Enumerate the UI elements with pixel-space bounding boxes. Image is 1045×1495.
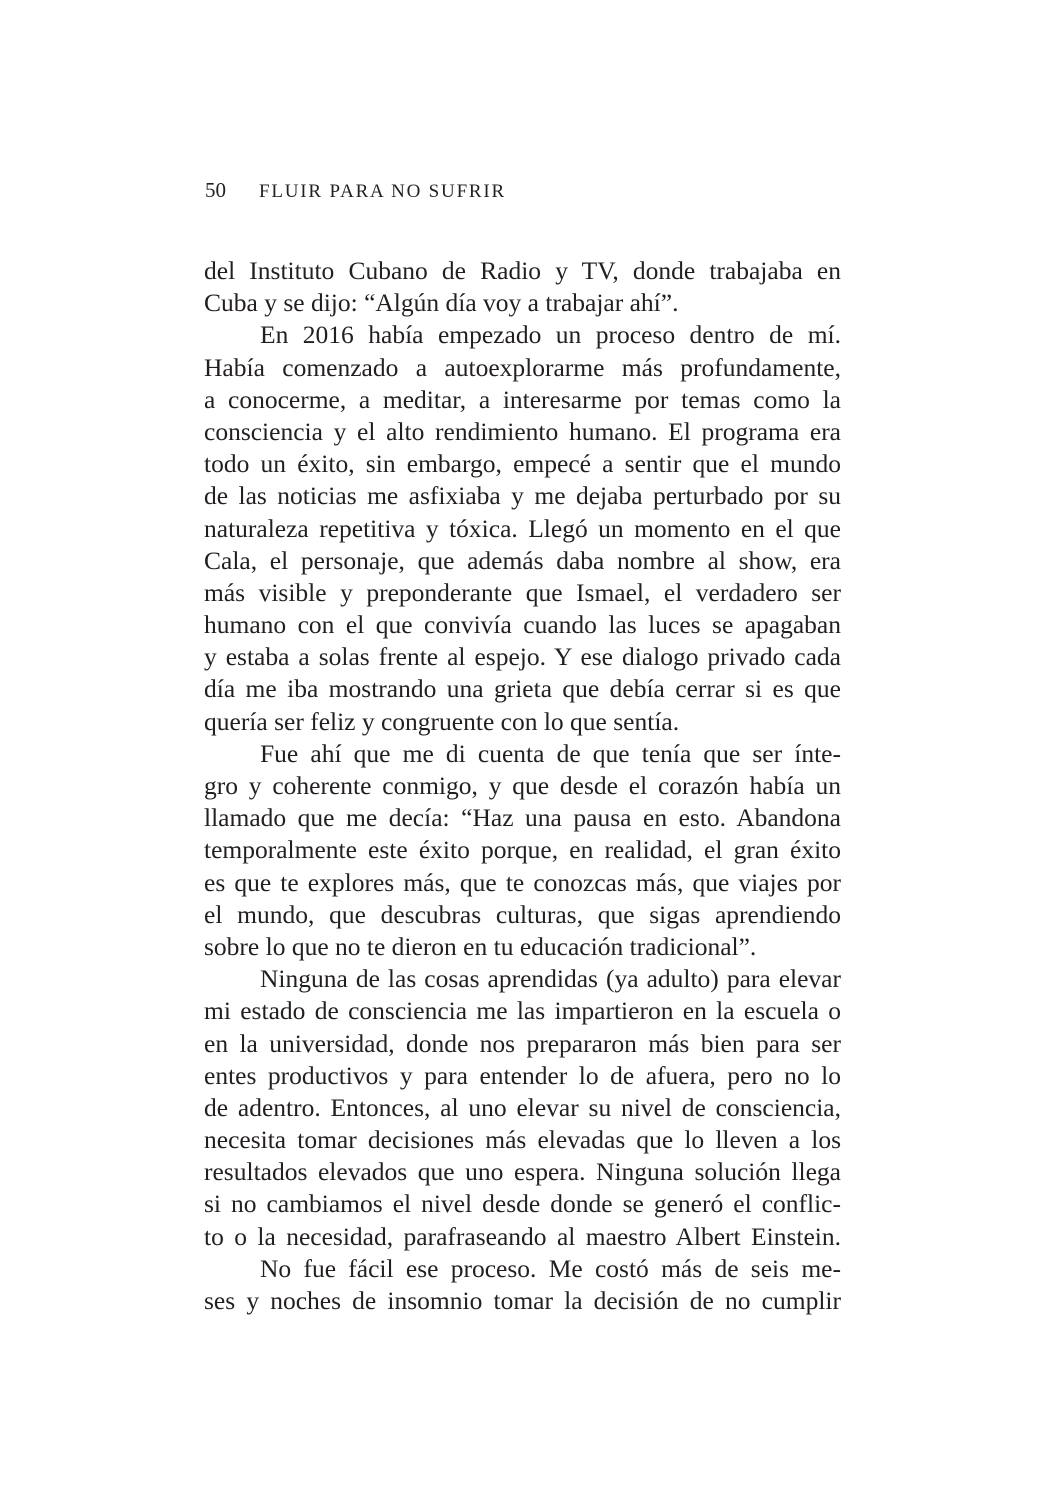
- text-line: No fue fácil ese proceso. Me costó más de seis me-: [260, 1253, 841, 1283]
- text-line: mi estado de consciencia me las impartieron en la escuela o: [204, 996, 841, 1026]
- text-line: ses y noches de insomnio tomar la decisión de no cumplir: [204, 1286, 841, 1315]
- text-line: Ninguna de las cosas aprendidas (ya adulto) para elevar: [260, 964, 841, 994]
- running-head: [205, 178, 506, 203]
- text-line: necesita tomar decisiones más elevadas que lo lleven a los: [204, 1125, 841, 1155]
- text-line: Cala, el personaje, que además daba nombre al show, era: [204, 545, 841, 575]
- body-text: [204, 255, 841, 1317]
- text-line: humano con el que convivía cuando las luces se apagaban: [204, 610, 841, 640]
- text-line: gro y coherente conmigo, y que desde el corazón había un: [204, 771, 841, 800]
- text-line: Cuba y se dijo: “Algún día voy a trabajar ahí”.: [204, 288, 679, 318]
- text-line: del Instituto Cubano de Radio y TV, donde trabajaba en: [204, 256, 841, 285]
- text-line: de las noticias me asfixiaba y me dejaba perturbado por su: [204, 481, 841, 511]
- text-line: En 2016 había empezado un proceso dentro de mí.: [260, 320, 841, 350]
- text-line: en la universidad, donde nos prepararon más bien para ser: [204, 1028, 841, 1058]
- text-line: a conocerme, a meditar, a interesarme por temas como la: [204, 384, 841, 414]
- text-line: más visible y preponderante que Ismael, el verdadero ser: [204, 577, 841, 607]
- text-line: el mundo, que descubras culturas, que sigas aprendiendo: [204, 899, 841, 929]
- text-line: es que te explores más, que te conozcas más, que viajes por: [204, 867, 841, 897]
- text-line: to o la necesidad, parafraseando al maestro Albert Einstein.: [204, 1221, 841, 1251]
- text-line: consciencia y el alto rendimiento humano. El programa era: [204, 416, 841, 446]
- text-line: resultados elevados que uno espera. Ninguna solución llega: [204, 1157, 841, 1187]
- text-line: de adentro. Entonces, al uno elevar su nivel de consciencia,: [204, 1092, 841, 1122]
- text-line: si no cambiamos el nivel desde donde se generó el conflic-: [204, 1189, 841, 1219]
- text-line: naturaleza repetitiva y tóxica. Llegó un momento en el que: [204, 513, 841, 543]
- page-number: 50: [205, 178, 226, 202]
- text-line: todo un éxito, sin embargo, empecé a sentir que el mundo: [204, 449, 841, 479]
- text-line: Había comenzado a autoexplorarme más profundamente,: [204, 352, 841, 382]
- text-line: sobre lo que no te dieron en tu educación tradicional”.: [204, 931, 757, 961]
- text-line: quería ser feliz y congruente con lo que sentía.: [204, 706, 680, 736]
- text-line: llamado que me decía: “Haz una pausa en esto. Abandona: [204, 803, 841, 833]
- running-title: FLUIR PARA NO SUFRIR: [259, 181, 507, 202]
- text-line: día me iba mostrando una grieta que debía cerrar si es que: [204, 674, 841, 704]
- text-line: temporalmente este éxito porque, en realidad, el gran éxito: [204, 835, 841, 865]
- text-line: y estaba a solas frente al espejo. Y ese dialogo privado cada: [204, 642, 841, 672]
- text-line: Fue ahí que me di cuenta de que tenía que ser ínte-: [260, 738, 841, 768]
- text-line: entes productivos y para entender lo de afuera, pero no lo: [204, 1060, 841, 1090]
